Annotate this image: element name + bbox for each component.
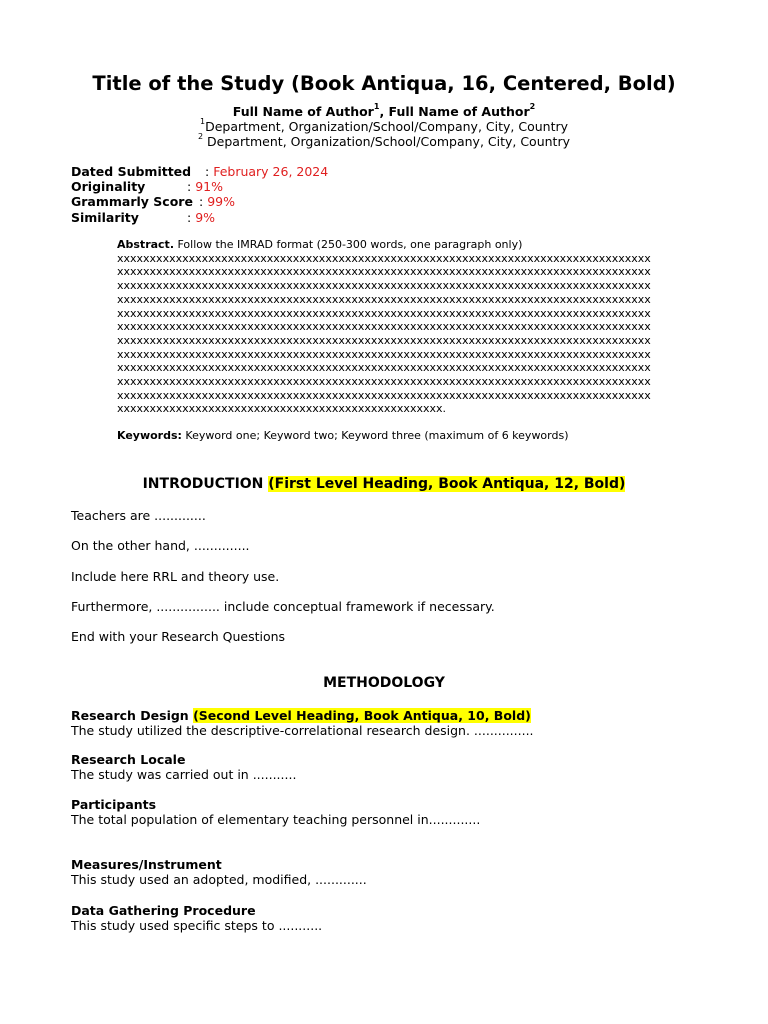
abstract-line: xxxxxxxxxxxxxxxxxxxxxxxxxxxxxxxxxxxxxxxxxxxxxxxxxxxxxxxxxxxxxxxxxxxxxxxxxxxxxxxxxx [117, 320, 651, 334]
abstract-line: xxxxxxxxxxxxxxxxxxxxxxxxxxxxxxxxxxxxxxxxxxxxxxxxxxxxxxxxxxxxxxxxxxxxxxxxxxxxxxxxxx [117, 333, 651, 347]
department-2 [0, 134, 768, 149]
abstract-intro-line [117, 238, 657, 252]
meta-colon: : [187, 179, 196, 194]
keywords-label: Keywords: [117, 429, 182, 442]
procedure-section [71, 903, 322, 933]
abstract-intro: Follow the IMRAD format (250-300 words, one paragraph only) [174, 238, 523, 251]
keywords-text: Keyword one; Keyword two; Keyword three (maximum of 6 keywords) [181, 429, 569, 442]
author-2: Full Name of Author [388, 104, 530, 119]
author-separator: , [379, 104, 389, 119]
intro-paragraph-4: Furthermore, ................ include conceptual framework if necessary. [71, 599, 495, 614]
meta-originality-label: Originality [71, 179, 146, 194]
document-title: Title of the Study (Book Antiqua, 16, Centered, Bold) [92, 72, 676, 95]
meta-grammarly [71, 194, 235, 209]
intro-paragraph-1: Teachers are ............. [71, 508, 206, 523]
author-2-affiliation: 2 [529, 102, 536, 111]
abstract-line: xxxxxxxxxxxxxxxxxxxxxxxxxxxxxxxxxxxxxxxxxxxxxxxxxxxxxxxxxxxxxxxxxxxxxxxxxxxxxxxxxx [117, 279, 651, 293]
measures-heading: Measures/Instrument [71, 857, 222, 872]
abstract-line: xxxxxxxxxxxxxxxxxxxxxxxxxxxxxxxxxxxxxxxxxxxxxxxxxxxxxxxxxxxxxxxxxxxxxxxxxxxxxxxxxx [117, 347, 651, 361]
participants-text: The total population of elementary teaching personnel in............. [71, 812, 481, 827]
meta-grammarly-value: 99% [207, 194, 235, 209]
abstract-label: Abstract. [117, 238, 174, 251]
participants-section [71, 797, 480, 827]
author-1: Full Name of Author [232, 104, 374, 119]
procedure-text: This study used specific steps to ........... [71, 918, 323, 933]
abstract-line: xxxxxxxxxxxxxxxxxxxxxxxxxxxxxxxxxxxxxxxxxxxxxxxxxxxxxxxxxxxxxxxxxxxxxxxxxxxxxxxxxx [117, 265, 651, 279]
research-locale-heading: Research Locale [71, 752, 186, 767]
meta-similarity-value: 9% [195, 210, 216, 225]
meta-similarity-label: Similarity [71, 210, 139, 225]
department-2-text: Department, Organization/School/Company, City, Country [203, 134, 570, 149]
abstract-line: xxxxxxxxxxxxxxxxxxxxxxxxxxxxxxxxxxxxxxxxxxxxxxxxxxxxxxxxxxxxxxxxxxxxxxxxxxxxxxxxxx [117, 292, 651, 306]
meta-colon: : [187, 210, 196, 225]
measures-text: This study used an adopted, modified, ............. [71, 872, 367, 887]
abstract-line: xxxxxxxxxxxxxxxxxxxxxxxxxxxxxxxxxxxxxxxxxxxxxxxxxxxxxxxxxxxxxxxxxxxxxxxxxxxxxxxxxx [117, 306, 651, 320]
department-1 [0, 119, 768, 134]
meta-colon: : [205, 164, 214, 179]
research-locale-section [71, 752, 296, 782]
measures-section [71, 857, 367, 887]
introduction-heading [0, 476, 768, 492]
research-design-text: The study utilized the descriptive-correlational research design. ............... [71, 723, 534, 738]
meta-dated-label: Dated Submitted [71, 164, 192, 179]
abstract-line: xxxxxxxxxxxxxxxxxxxxxxxxxxxxxxxxxxxxxxxxxxxxxxxxxx. [117, 402, 446, 416]
meta-grammarly-label: Grammarly Score [71, 194, 193, 209]
participants-heading: Participants [71, 797, 157, 812]
meta-similarity [71, 210, 215, 225]
research-design-section [71, 708, 534, 738]
meta-originality-value: 91% [195, 179, 223, 194]
methodology-heading: METHODOLOGY [323, 675, 445, 691]
abstract-line: xxxxxxxxxxxxxxxxxxxxxxxxxxxxxxxxxxxxxxxxxxxxxxxxxxxxxxxxxxxxxxxxxxxxxxxxxxxxxxxxxx [117, 388, 651, 402]
introduction-heading-note: (First Level Heading, Book Antiqua, 12, Bold) [268, 476, 626, 492]
research-design-note: (Second Level Heading, Book Antiqua, 10, Bold) [193, 708, 531, 723]
intro-paragraph-5: End with your Research Questions [71, 629, 286, 644]
keywords [117, 429, 569, 442]
department-2-marker: 2 [197, 132, 204, 141]
department-1-marker: 1 [199, 117, 206, 126]
meta-originality [71, 179, 223, 194]
meta-dated [71, 164, 328, 179]
meta-dated-value: February 26, 2024 [213, 164, 329, 179]
abstract-line: xxxxxxxxxxxxxxxxxxxxxxxxxxxxxxxxxxxxxxxxxxxxxxxxxxxxxxxxxxxxxxxxxxxxxxxxxxxxxxxxxx [117, 361, 651, 375]
author-line [0, 104, 768, 119]
intro-paragraph-2: On the other hand, .............. [71, 538, 250, 553]
research-design-heading: Research Design [71, 708, 194, 723]
intro-paragraph-3: Include here RRL and theory use. [71, 569, 280, 584]
abstract [117, 238, 657, 416]
department-1-text: Department, Organization/School/Company, City, Country [205, 119, 569, 134]
abstract-body [117, 252, 657, 416]
introduction-heading-text: INTRODUCTION [142, 476, 269, 492]
research-locale-text: The study was carried out in ........... [71, 767, 297, 782]
procedure-heading: Data Gathering Procedure [71, 903, 256, 918]
abstract-line: xxxxxxxxxxxxxxxxxxxxxxxxxxxxxxxxxxxxxxxxxxxxxxxxxxxxxxxxxxxxxxxxxxxxxxxxxxxxxxxxxx [117, 251, 651, 265]
abstract-line: xxxxxxxxxxxxxxxxxxxxxxxxxxxxxxxxxxxxxxxxxxxxxxxxxxxxxxxxxxxxxxxxxxxxxxxxxxxxxxxxxx [117, 375, 651, 389]
author-1-affiliation: 1 [373, 102, 380, 111]
meta-colon: : [199, 194, 208, 209]
